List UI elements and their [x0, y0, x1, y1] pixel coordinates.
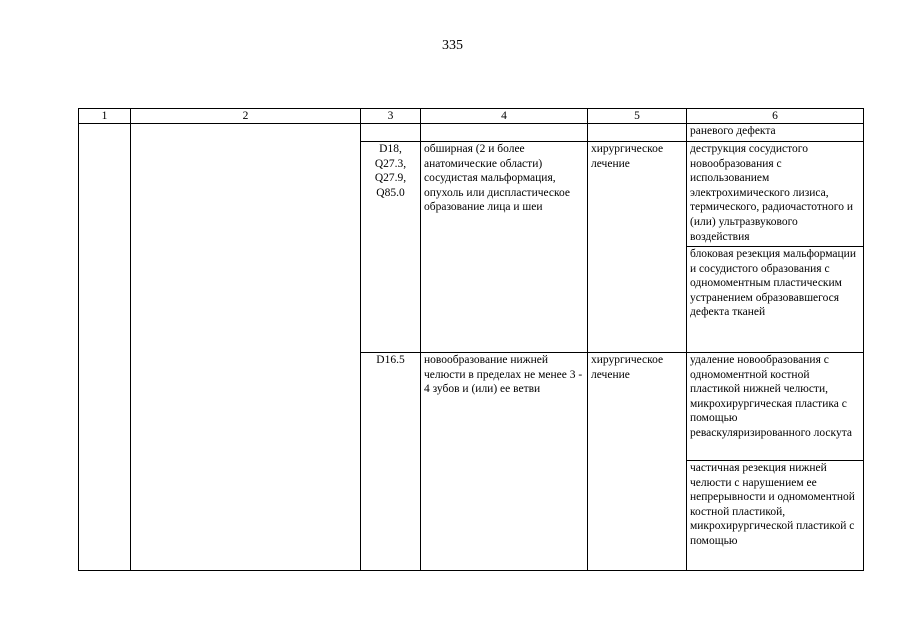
cell-method-group2-1: удаление новообразования с одномоментной костной пластикой нижней челюсти, микрохирургическая пластика с помощью реваскуляризированного лоскута	[687, 353, 864, 461]
cell-method-group1-2: блоковая резекция мальформации и сосудистого образования с одномоментным пластическим устранением образовавшегося дефекта тканей	[687, 247, 864, 353]
header-col-6: 6	[687, 109, 864, 124]
cell-method-group2-2: частичная резекция нижней челюсти с нарушением ее непрерывности и одномоментной костной пластикой, микрохирургической пластикой с помощью	[687, 461, 864, 571]
cell-method-continuation: раневого дефекта	[687, 124, 864, 142]
cell-treatment-group1: хирургическое лечение	[588, 142, 687, 353]
cell-code-empty	[361, 124, 421, 142]
table-row-continuation	[79, 124, 864, 142]
header-col-2: 2	[131, 109, 361, 124]
header-col-4: 4	[421, 109, 588, 124]
medical-care-table	[78, 108, 864, 571]
table-header-row	[79, 109, 864, 124]
header-col-3: 3	[361, 109, 421, 124]
cell-model-group2: новообразование нижней челюсти в пределах не менее 3 - 4 зубов и (или) ее ветви	[421, 353, 588, 571]
cell-model-empty	[421, 124, 588, 142]
cell-col2-span	[131, 124, 361, 571]
cell-treatment-empty	[588, 124, 687, 142]
cell-model-group1: обширная (2 и более анатомические области) сосудистая мальформация, опухоль или диспластическое образование лица и шеи	[421, 142, 588, 353]
cell-codes-group2: D16.5	[361, 353, 421, 571]
page-number: 335	[442, 38, 463, 53]
header-col-5: 5	[588, 109, 687, 124]
cell-treatment-group2: хирургическое лечение	[588, 353, 687, 571]
cell-method-group1-1: деструкция сосудистого новообразования с использованием электрохимического лизиса, термического, радиочастотного и (или) ультразвукового воздействия	[687, 142, 864, 247]
header-col-1: 1	[79, 109, 131, 124]
cell-codes-group1: D18, Q27.3, Q27.9, Q85.0	[361, 142, 421, 353]
cell-col1-span	[79, 124, 131, 571]
